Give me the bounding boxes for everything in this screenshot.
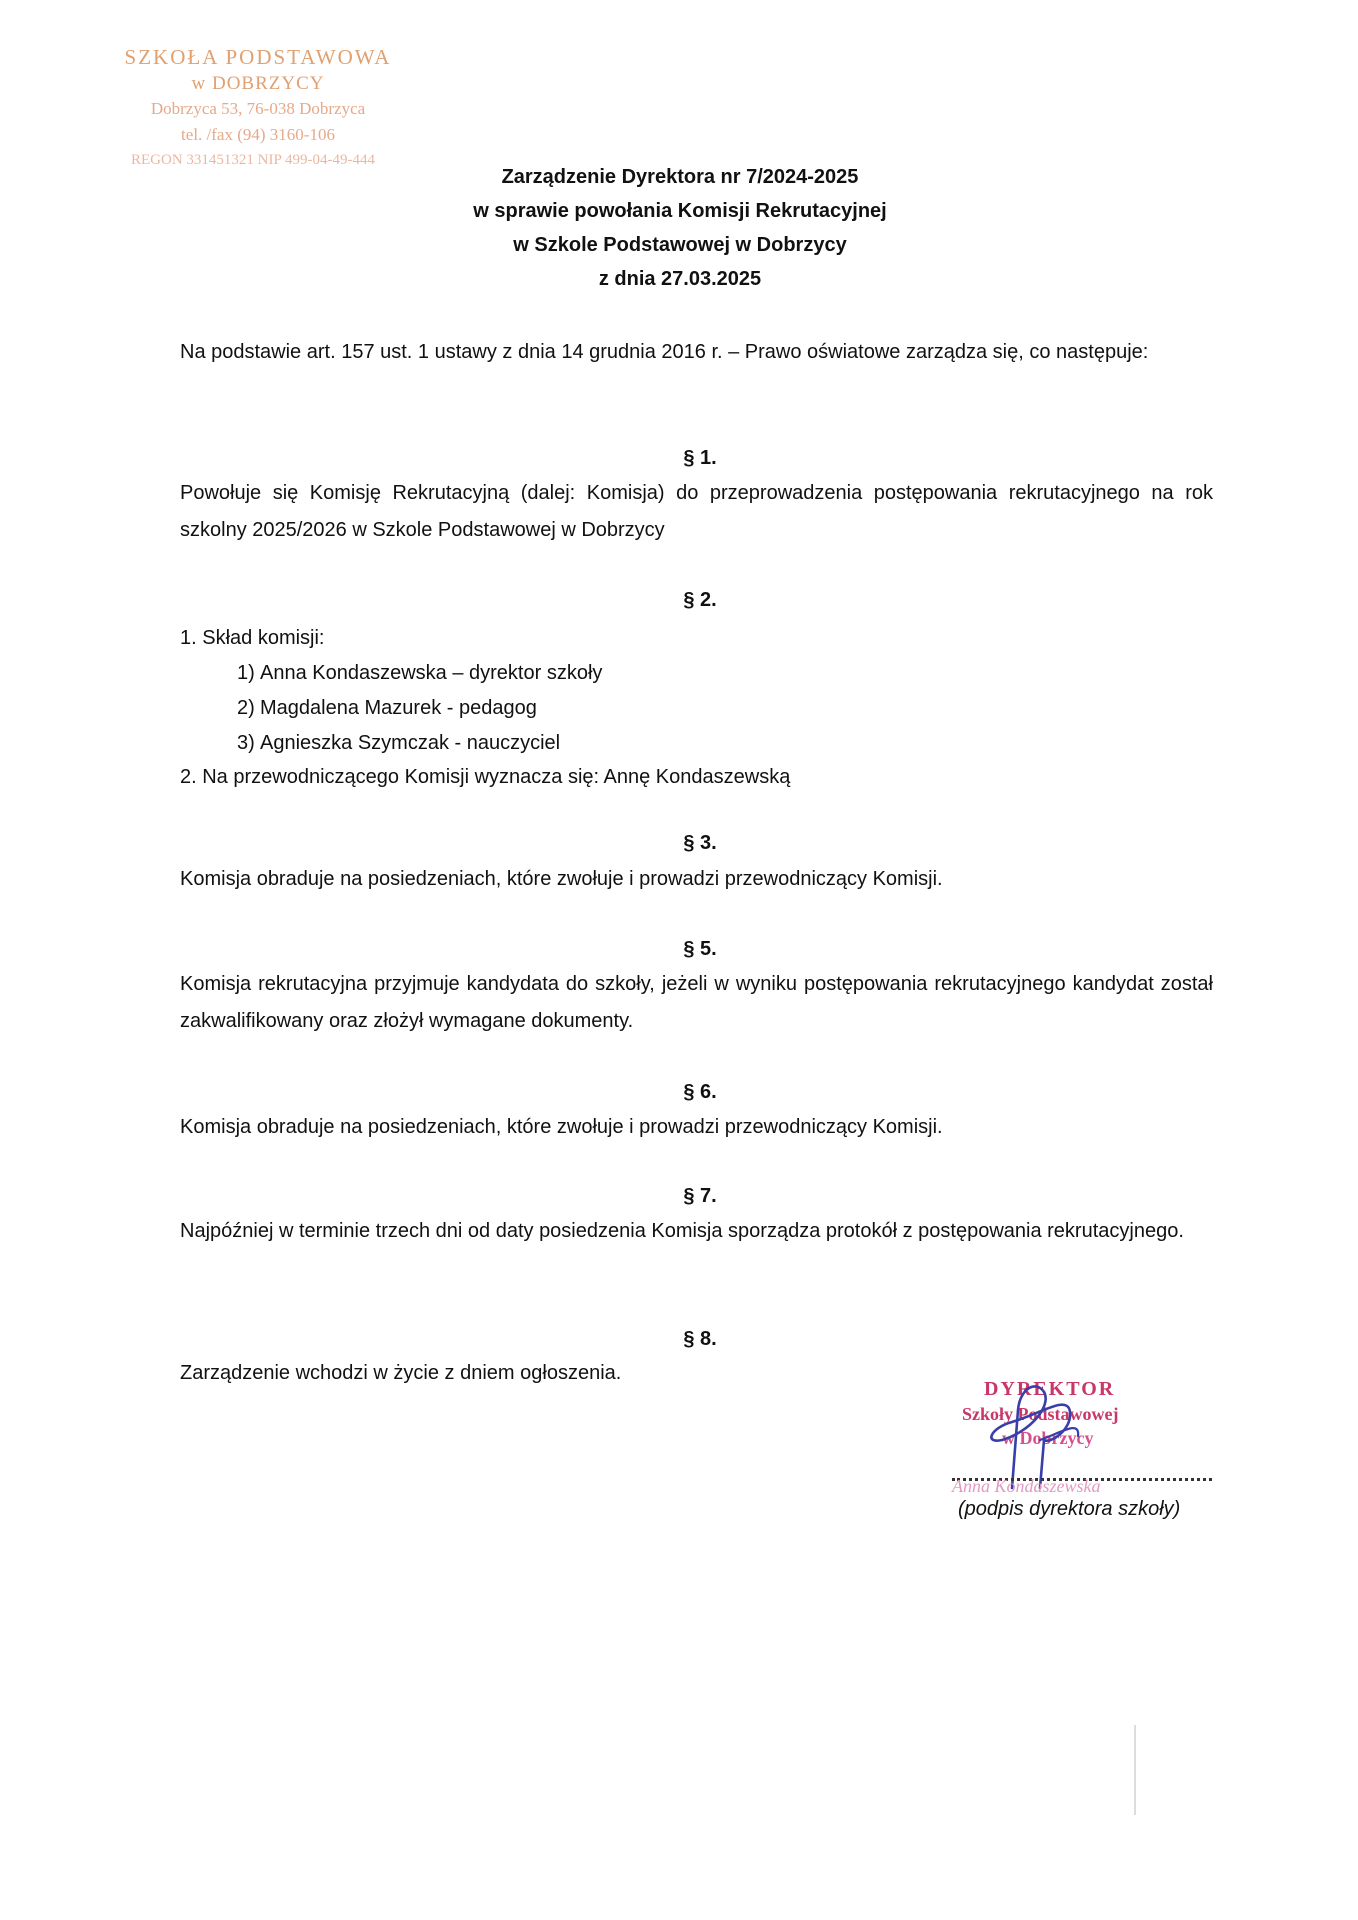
- director-stamp-school: Szkoły Podstawowej: [962, 1404, 1119, 1424]
- signature-caption: (podpis dyrektora szkoły): [958, 1498, 1181, 1520]
- section-2-heading: § 2.: [683, 589, 717, 611]
- stamp-school-town: w DOBRZYCY: [191, 73, 325, 94]
- chairperson-text: 2. Na przewodniczącego Komisji wyznacza się: Annę Kondaszewską: [180, 766, 791, 788]
- member-3-text: Agnieszka Szymczak - nauczyciel: [260, 732, 561, 754]
- section-5-text: Komisja rekrutacyjna przyjmuje kandydata do szkoły, jeżeli w wyniku postępowania rekrutacyjnego kandydat został zakwalifikowany oraz złożył wymagane dokumenty.: [180, 973, 1213, 1032]
- section-8-text: Zarządzenie wchodzi w życie z dniem ogłoszenia.: [180, 1362, 622, 1384]
- section-7-text: Najpóźniej w terminie trzech dni od daty posiedzenia Komisja sporządza protokół z postępowania rekrutacyjnego.: [180, 1220, 1184, 1242]
- section-6-heading: § 6.: [683, 1081, 717, 1103]
- director-stamp-town: w Dobrzycy: [1002, 1428, 1094, 1448]
- stamp-regon-nip: REGON 331451321 NIP 499-04-49-444: [130, 152, 375, 168]
- member-1-number: 1): [237, 662, 255, 684]
- section-3-text: Komisja obraduje na posiedzeniach, które zwołuje i prowadzi przewodniczący Komisji.: [180, 868, 943, 890]
- section-7-heading: § 7.: [683, 1185, 717, 1207]
- committee-composition-label: 1. Skład komisji:: [180, 627, 325, 649]
- intro-paragraph: Na podstawie art. 157 ust. 1 ustawy z dnia 14 grudnia 2016 r. – Prawo oświatowe zarządza się, co następuje:: [180, 341, 1149, 363]
- document-title: Zarządzenie Dyrektora nr 7/2024-2025: [501, 166, 859, 188]
- document-date: z dnia 27.03.2025: [598, 268, 762, 290]
- document-subtitle: w sprawie powołania Komisji Rekrutacyjnej: [473, 200, 887, 222]
- section-5-heading: § 5.: [683, 938, 717, 960]
- member-3-number: 3): [237, 732, 255, 754]
- member-2-text: Magdalena Mazurek - pedagog: [260, 697, 537, 719]
- section-6-text: Komisja obraduje na posiedzeniach, które zwołuje i prowadzi przewodniczący Komisji.: [180, 1116, 943, 1138]
- section-1-text: Powołuje się Komisję Rekrutacyjną (dalej: Komisja) do przeprowadzenia postępowania rekrutacyjnego na rok szkolny 2025/2026 w Szkole Podstawowej w Dobrzycy: [180, 482, 1213, 541]
- stamp-school-name: SZKOŁA PODSTAWOWA: [124, 45, 392, 69]
- member-1-text: Anna Kondaszewska – dyrektor szkoły: [260, 662, 603, 684]
- scan-artifact-mark: [1134, 1725, 1136, 1815]
- member-2-number: 2): [237, 697, 255, 719]
- section-8-heading: § 8.: [683, 1328, 717, 1350]
- stamp-phone: tel. /fax (94) 3160-106: [181, 125, 335, 144]
- section-3-heading: § 3.: [683, 832, 717, 854]
- school-stamp: [88, 44, 428, 172]
- section-1-heading: § 1.: [683, 447, 717, 469]
- document-subtitle-school: w Szkole Podstawowej w Dobrzycy: [513, 234, 847, 256]
- director-stamp-title: DYREKTOR: [984, 1378, 1116, 1400]
- stamp-address: Dobrzyca 53, 76-038 Dobrzyca: [150, 99, 366, 118]
- signatory-name: Anna Kondaszewska: [952, 1476, 1101, 1496]
